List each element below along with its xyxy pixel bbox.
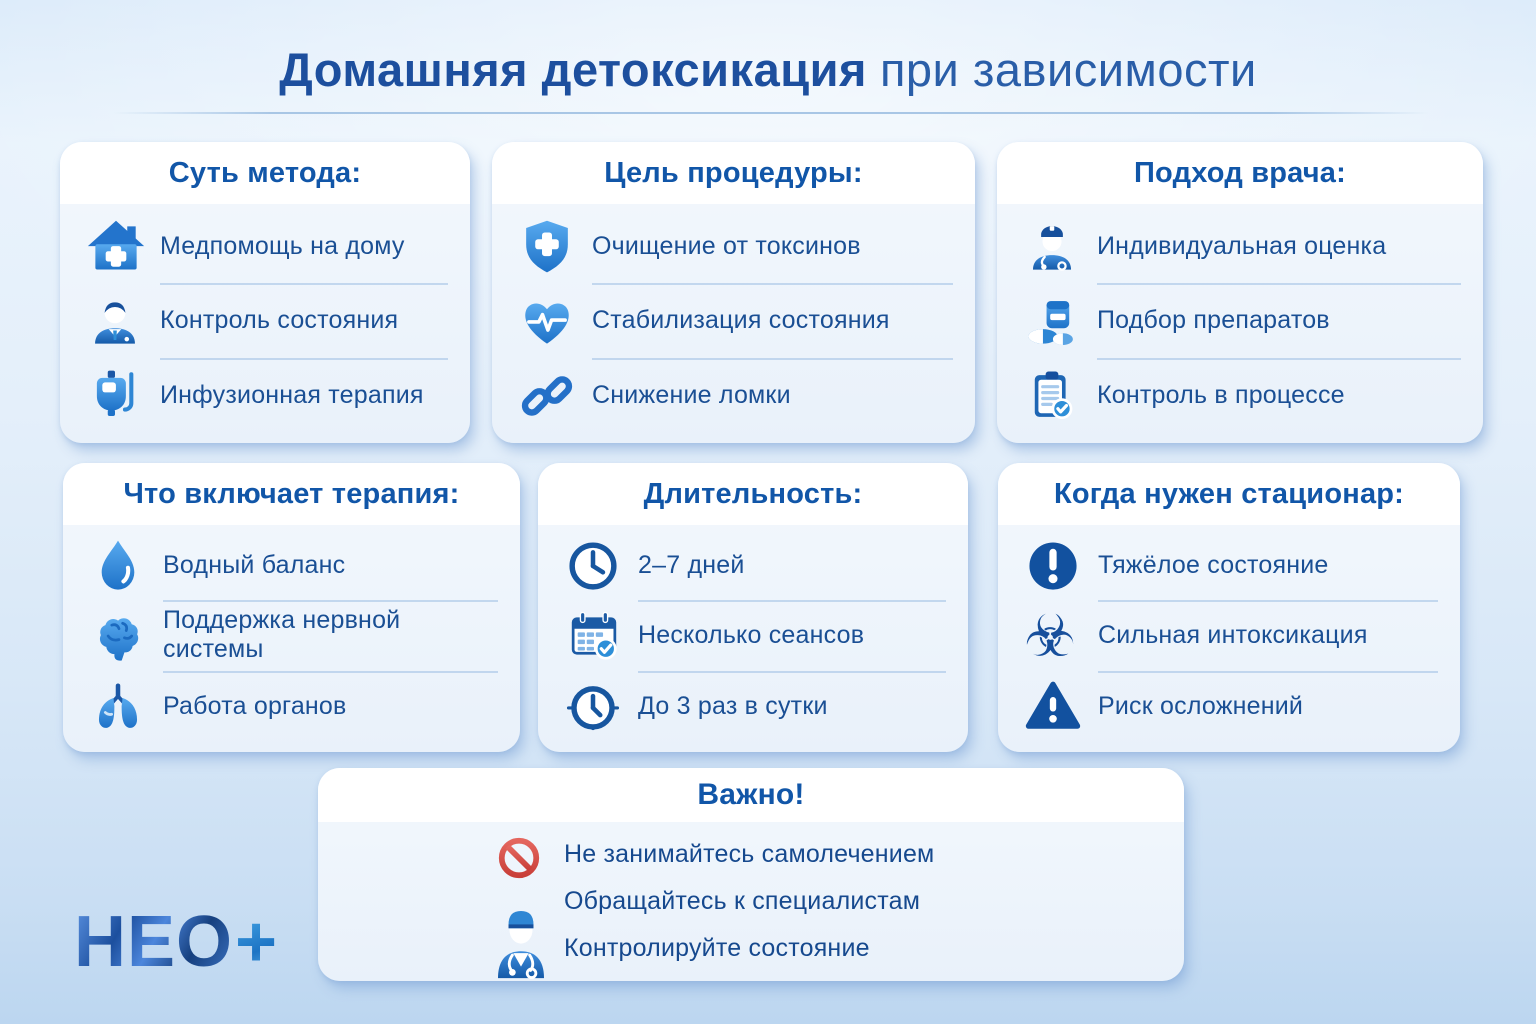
item-label-box (163, 530, 498, 602)
clock-icon (564, 537, 638, 595)
stopwatch-icon (564, 678, 638, 736)
list-item (89, 531, 498, 601)
item-label: Поддержка нервной системы (163, 606, 401, 664)
card-header (997, 142, 1483, 204)
card-title: Важно! (697, 778, 805, 811)
item-label-box (592, 283, 953, 359)
item-label-box (1097, 283, 1461, 359)
item-label: Работа органов (163, 692, 347, 721)
item-label-box (638, 600, 946, 672)
item-label: Инфузионная терапия (160, 381, 424, 410)
item-label: Индивидуальная оценка (1097, 231, 1387, 260)
card-procedure-goal (492, 142, 975, 443)
list-item (89, 601, 498, 671)
item-label: Сильная интоксикация (1098, 620, 1368, 649)
item-label: Снижение ломки (592, 381, 791, 410)
item-label-box (1098, 600, 1438, 672)
house-cross-icon (86, 217, 160, 277)
surgeon-icon (490, 888, 552, 981)
card-title: Суть метода: (168, 156, 362, 189)
card-body (998, 525, 1460, 752)
item-label: Несколько сеансов (638, 620, 865, 649)
item-label: Контролируйте состояние (564, 934, 870, 962)
list-item (86, 359, 448, 433)
title-divider (113, 112, 1429, 114)
list-item (518, 210, 953, 284)
card-title: Что включает терапия: (123, 477, 460, 510)
page-title-bold: Домашняя детоксикация (279, 43, 867, 96)
card-header (63, 463, 520, 525)
card-body (60, 204, 470, 443)
item-label: Очищение от токсинов (592, 231, 861, 260)
clipboard-check-icon (1023, 367, 1097, 425)
item-label: Контроль состояния (160, 305, 399, 334)
item-label-box (592, 359, 953, 433)
biohazard-glyph: ☣ (1024, 602, 1076, 671)
logo-text: НЕО (74, 902, 234, 982)
page-title (0, 42, 1536, 97)
neo-plus-logo (74, 902, 279, 982)
card-title: Длительность: (643, 477, 863, 510)
item-label-box (1098, 672, 1438, 742)
list-item (89, 672, 498, 742)
card-doctor-approach (997, 142, 1483, 443)
card-hospital-needed (998, 463, 1460, 752)
list-item (1023, 284, 1461, 358)
card-header (60, 142, 470, 204)
doctor-cap-icon (1023, 218, 1097, 276)
card-title: Подход врача: (1134, 156, 1346, 189)
card-body (318, 822, 1184, 981)
exclamation-circle-icon (1024, 537, 1098, 595)
list-item (1024, 531, 1438, 601)
card-body (538, 525, 968, 752)
card-body (997, 204, 1483, 443)
item-label: Подбор препаратов (1097, 305, 1330, 334)
chain-link-icon (518, 367, 592, 425)
page-title-regular: при зависимости (879, 43, 1257, 96)
item-label-box (638, 672, 946, 742)
item-label: Обращайтесь к специалистам (564, 887, 921, 915)
item-label: До 3 раз в сутки (638, 692, 828, 721)
item-label: Медпомощь на дому (160, 231, 405, 260)
item-label-box (160, 283, 448, 359)
card-header (492, 142, 975, 204)
list-item (518, 359, 953, 433)
shield-cross-icon (518, 218, 592, 276)
card-method-essence (60, 142, 470, 443)
list-item (564, 887, 1184, 916)
biohazard-icon (1024, 602, 1098, 671)
brain-icon (89, 607, 163, 665)
card-header (538, 463, 968, 525)
list-item (564, 672, 946, 742)
list-item (86, 210, 448, 284)
lungs-icon (89, 678, 163, 736)
iv-drip-icon (86, 367, 160, 425)
card-therapy-includes (63, 463, 520, 752)
water-drop-icon (89, 537, 163, 595)
card-header (998, 463, 1460, 525)
item-label-box (163, 672, 498, 742)
list-item (1023, 359, 1461, 433)
doctor-icon (86, 292, 160, 350)
card-body (63, 525, 520, 752)
item-label-box (163, 600, 498, 672)
item-label: Стабилизация состояния (592, 305, 890, 334)
list-item (564, 840, 1184, 869)
list-item (518, 284, 953, 358)
item-label: 2–7 дней (638, 550, 745, 579)
calendar-check-icon (564, 607, 638, 665)
item-label-box (638, 530, 946, 602)
list-item (1024, 672, 1438, 742)
item-label: Водный баланс (163, 550, 346, 579)
item-label-box (160, 209, 448, 285)
list-item (564, 531, 946, 601)
logo-plus-sign: + (235, 902, 279, 982)
warning-triangle-icon (1024, 678, 1098, 736)
item-label: Риск осложнений (1098, 692, 1304, 721)
item-label-box (1098, 530, 1438, 602)
pills-icon (1023, 292, 1097, 350)
list-item (564, 601, 946, 671)
list-item (1024, 601, 1438, 671)
card-body (492, 204, 975, 443)
item-label: Тяжёлое состояние (1098, 550, 1329, 579)
prohibition-icon (496, 835, 542, 886)
heart-pulse-icon (518, 292, 592, 350)
card-duration (538, 463, 968, 752)
card-title: Цель процедуры: (604, 156, 863, 189)
item-label-box (1097, 209, 1461, 285)
card-header (318, 768, 1184, 822)
list-item (1023, 210, 1461, 284)
item-label: Не занимайтесь самолечением (564, 840, 935, 868)
item-label-box (592, 209, 953, 285)
item-label-box (160, 359, 448, 433)
card-title: Когда нужен стационар: (1053, 477, 1405, 510)
item-label-box (1097, 359, 1461, 433)
item-label: Контроль в процессе (1097, 381, 1345, 410)
list-item (86, 284, 448, 358)
card-important (318, 768, 1184, 981)
list-item (564, 934, 1184, 963)
